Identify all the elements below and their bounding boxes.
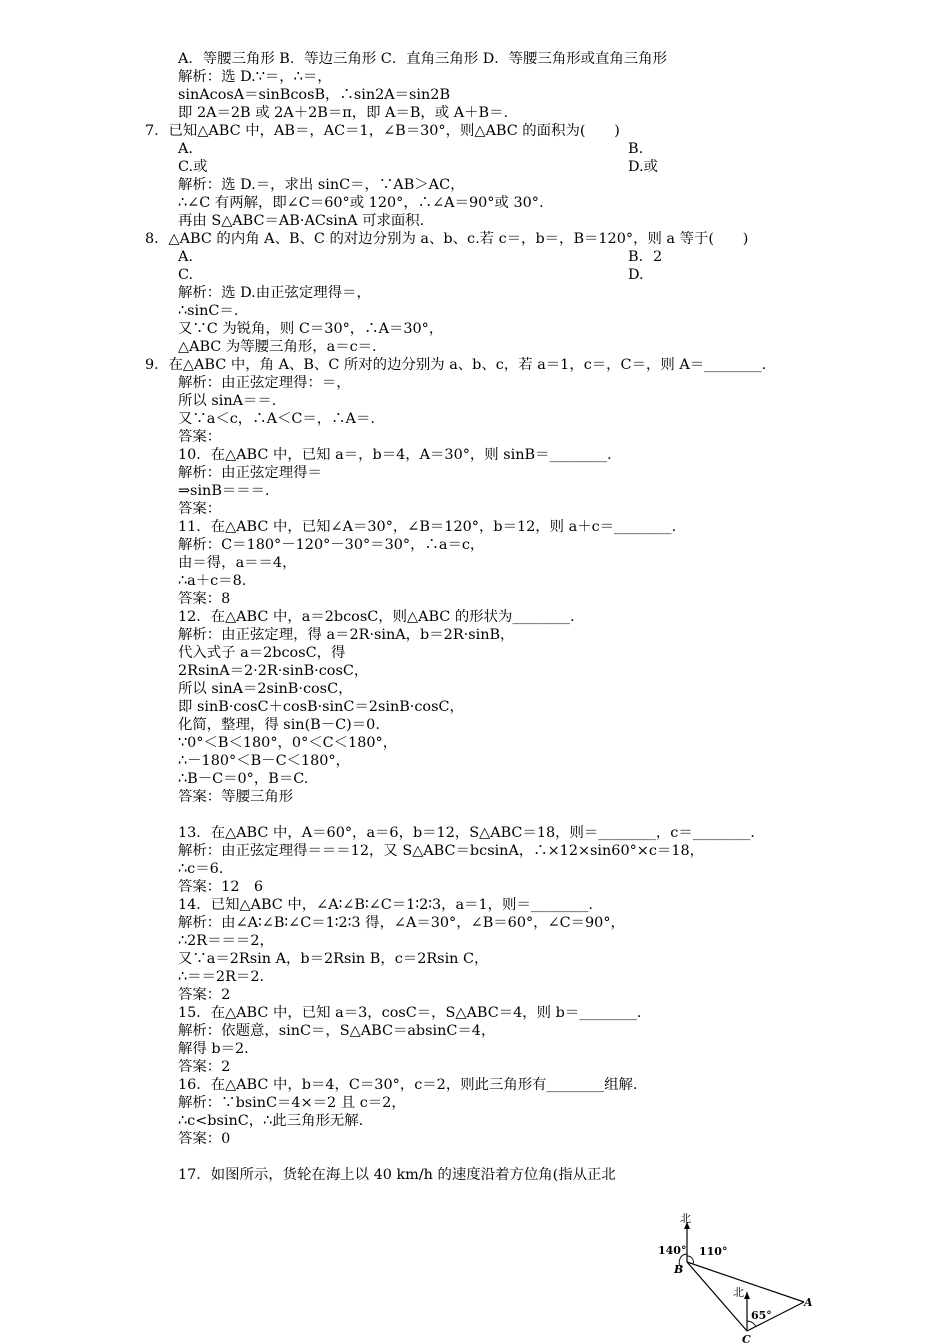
- solution-line: ∴∠C 有两解，即∠C＝60°或 120°，∴∠A＝90°或 30°.: [178, 195, 544, 211]
- solution-line: 解得 b＝2.: [178, 1041, 249, 1057]
- option-line: [178, 158, 658, 176]
- angle-65-label: 65°: [751, 1309, 772, 1322]
- solution-line: 由＝得，a＝＝4，: [178, 555, 297, 571]
- solution-line: ∴＝＝2R＝2.: [178, 969, 265, 985]
- solution-line: 即 2A＝2B 或 2A＋2B＝π，即 A＝B，或 A＋B＝.: [178, 105, 509, 121]
- solution-line: 即 sinB·cosC＋cosB·sinC＝2sinB·cosC，: [178, 699, 464, 715]
- answer-line: 答案：: [178, 501, 222, 517]
- option-c: C.: [178, 267, 194, 283]
- north-label-mid: 北: [733, 1286, 744, 1299]
- answer-line: 答案：0: [178, 1131, 231, 1147]
- question-13: 13．在△ABC 中，A＝60°，a＝6，b＝12，S△ABC＝18，则＝________，c＝________.: [178, 825, 755, 841]
- question-14: 14．已知△ABC 中，∠A∶∠B∶∠C＝1∶2∶3，a＝1，则＝________.: [178, 897, 593, 913]
- answer-line: 答案：2: [178, 987, 231, 1003]
- solution-line: 再由 S△ABC＝AB·ACsinA 可求面积.: [178, 213, 425, 229]
- solution-line: 解析：由正弦定理得：＝，: [178, 375, 351, 391]
- solution-line: 所以 sinA＝＝.: [178, 393, 277, 409]
- question-16: 16．在△ABC 中，b＝4，C＝30°，c＝2，则此三角形有________组解.: [178, 1077, 638, 1093]
- solution-line: sinAcosA＝sinBcosB，∴sin2A＝sin2B: [178, 87, 451, 103]
- solution-line: 所以 sinA＝2sinB·cosC，: [178, 681, 353, 697]
- answer-line: 答案：8: [178, 591, 231, 607]
- option-c: C.或: [178, 159, 208, 175]
- angle-110-label: 110°: [699, 1245, 728, 1258]
- question-17: 17．如图所示，货轮在海上以 40 km/h 的速度沿着方位角(指从正北: [178, 1167, 616, 1183]
- north-label-top: 北: [680, 1212, 691, 1225]
- solution-line: 解析：C＝180°－120°－30°＝30°，∴a＝c，: [178, 537, 485, 553]
- solution-line: 化简，整理，得 sin(B－C)＝0.: [178, 717, 380, 733]
- solution-line: 解析：∵bsinC＝4×＝2 且 c＝2，: [178, 1095, 406, 1111]
- solution-line: ∴－180°＜B－C＜180°，: [178, 753, 351, 769]
- point-b-label: B: [674, 1263, 684, 1276]
- option-line: [178, 248, 663, 266]
- solution-line: ∴sinC＝.: [178, 303, 239, 319]
- point-c-label: C: [742, 1333, 751, 1344]
- option-line: A．等腰三角形 B．等边三角形 C．直角三角形 D．等腰三角形或直角三角形: [178, 51, 667, 67]
- solution-line: ∴a＋c＝8.: [178, 573, 247, 589]
- option-b: B．2: [628, 249, 663, 265]
- option-line: [178, 140, 644, 158]
- answer-line: 答案：12 6: [178, 879, 264, 895]
- solution-line: 解析：由∠A∶∠B∶∠C＝1∶2∶3 得，∠A＝30°，∠B＝60°，∠C＝90°，: [178, 915, 625, 931]
- solution-line: 解析：由正弦定理得＝＝＝12，又 S△ABC＝bcsinA，∴×12×sin60°×c＝18，: [178, 843, 705, 859]
- solution-line: 解析：选 D.由正弦定理得＝，: [178, 285, 371, 301]
- solution-line: 解析：依题意，sinC＝，S△ABC＝absinC＝4，: [178, 1023, 496, 1039]
- solution-line: 代入式子 a＝2bcosC，得: [178, 645, 346, 661]
- option-d: D.或: [628, 159, 658, 175]
- solution-line: 解析：选 D.∵＝，∴＝，: [178, 69, 332, 85]
- solution-line: 解析：选 D.＝，求出 sinC＝，∵AB＞AC，: [178, 177, 465, 193]
- solution-line: ∵0°＜B＜180°，0°＜C＜180°，: [178, 735, 398, 751]
- solution-line: 解析：由正弦定理，得 a＝2R·sinA，b＝2R·sinB，: [178, 627, 515, 643]
- question-9: 9．在△ABC 中，角 A、B、C 所对的边分别为 a、b、c，若 a＝1，c＝，C＝，则 A＝________.: [145, 357, 767, 373]
- answer-line: 答案：等腰三角形: [178, 789, 294, 805]
- solution-line: ∴B－C＝0°，B＝C.: [178, 771, 309, 787]
- solution-line: ∴c＝6.: [178, 861, 224, 877]
- question-12: 12．在△ABC 中，a＝2bcosC，则△ABC 的形状为________.: [178, 609, 575, 625]
- solution-line: 又∵a＜c，∴A＜C＝，∴A＝.: [178, 411, 375, 427]
- north-arrow-c: [744, 1292, 750, 1299]
- option-a: A.: [178, 141, 193, 157]
- solution-line: 又∵a＝2Rsin A，b＝2Rsin B，c＝2Rsin C，: [178, 951, 489, 967]
- answer-line: 答案：2: [178, 1059, 231, 1075]
- question-11: 11．在△ABC 中，已知∠A＝30°，∠B＝120°，b＝12，则 a＋c＝________.: [178, 519, 677, 535]
- option-b: B.: [628, 141, 644, 157]
- solution-line: 又∵C 为锐角，则 C＝30°，∴A＝30°，: [178, 321, 444, 337]
- question-15: 15．在△ABC 中，已知 a＝3，cosC＝，S△ABC＝4，则 b＝________.: [178, 1005, 642, 1021]
- point-a-label: A: [804, 1296, 813, 1309]
- option-line: [178, 266, 644, 284]
- solution-line: 解析：由正弦定理得＝: [178, 465, 322, 481]
- solution-line: △ABC 为等腰三角形，a＝c＝.: [178, 339, 377, 355]
- navigation-diagram: [640, 1210, 830, 1344]
- question-7: 7．已知△ABC 中，AB＝，AC＝1，∠B＝30°，则△ABC 的面积为( ): [145, 123, 620, 139]
- option-a: A.: [178, 249, 193, 265]
- angle-140-label: 140°: [658, 1244, 687, 1257]
- solution-line: 2RsinA＝2·2R·sinB·cosC，: [178, 663, 369, 679]
- answer-line: 答案：: [178, 429, 222, 445]
- option-d: D.: [628, 267, 644, 283]
- solution-line: ∴c<bsinC，∴此三角形无解.: [178, 1113, 364, 1129]
- solution-line: ⇒sinB＝＝＝.: [178, 483, 270, 499]
- question-8: 8．△ABC 的内角 A、B、C 的对边分别为 a、b、c.若 c＝，b＝，B＝120°，则 a 等于( ): [145, 231, 749, 247]
- solution-line: ∴2R＝＝＝2，: [178, 933, 274, 949]
- question-10: 10．在△ABC 中，已知 a＝，b＝4，A＝30°，则 sinB＝________.: [178, 447, 612, 463]
